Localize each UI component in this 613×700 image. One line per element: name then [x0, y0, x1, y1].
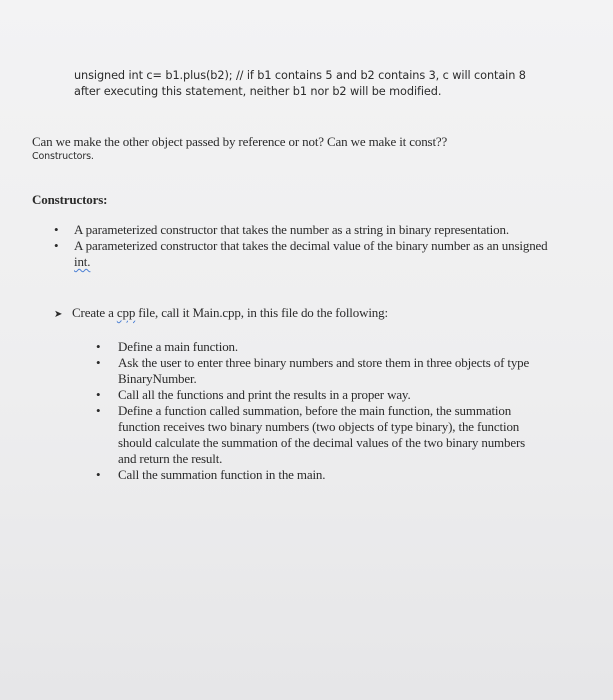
task-steps-list — [94, 339, 544, 483]
bullet-dot-icon: • — [96, 355, 101, 370]
list-item — [50, 222, 550, 238]
question-text: Can we make the other object passed by reference or not? Can we make it const?? — [32, 134, 448, 149]
code-line-1: unsigned int c= b1.plus(b2); // if b1 contains 5 and b2 contains 3, c will contain 8 — [74, 69, 526, 82]
constructor-item-2: A parameterized constructor that takes the decimal value of the binary number as an unsigned — [74, 238, 548, 253]
code-line-2: after executing this statement, neither b1 nor b2 will be modified. — [74, 85, 442, 98]
list-item — [94, 467, 544, 483]
bullet-dot-icon: • — [96, 387, 101, 402]
constructor-item-1: A parameterized constructor that takes the number as a string in binary representation. — [74, 222, 509, 237]
task-squiggle-word: cpp — [116, 305, 136, 320]
list-item — [94, 387, 544, 403]
constructors-heading: Constructors: — [32, 192, 108, 207]
task-step-3: Call all the functions and print the results in a proper way. — [118, 387, 411, 402]
list-item — [94, 355, 544, 387]
question-note: Constructors. — [32, 151, 94, 162]
list-item — [94, 403, 544, 467]
list-item — [50, 238, 550, 270]
bullet-dot-icon: • — [96, 403, 101, 418]
bullet-dot-icon: • — [54, 222, 59, 237]
constructors-list — [50, 222, 550, 270]
arrowhead-bullet-icon: ➤ — [54, 309, 63, 320]
bullet-dot-icon: • — [54, 238, 59, 253]
bullet-dot-icon: • — [96, 467, 101, 482]
list-item — [94, 339, 544, 355]
task-step-5: Call the summation function in the main. — [118, 467, 326, 482]
code-example — [74, 68, 574, 100]
task-step-2: Ask the user to enter three binary numbers and store them in three objects of type BinaryNumber. — [118, 355, 530, 386]
question-block — [32, 134, 572, 163]
task-suffix: file, call it Main.cpp, in this file do the following: — [135, 305, 388, 320]
task-prefix: Create a — [72, 305, 117, 320]
constructor-item-2-tail: int. — [74, 254, 91, 269]
task-step-1: Define a main function. — [118, 339, 239, 354]
task-step-4: Define a function called summation, before the main function, the summation function receives two binary numbers (two objects of type binary), the function should calculate the summation of the decimal values of the two binary numbers and return the result. — [118, 403, 526, 466]
task-instruction — [54, 305, 574, 323]
bullet-dot-icon: • — [96, 339, 101, 354]
